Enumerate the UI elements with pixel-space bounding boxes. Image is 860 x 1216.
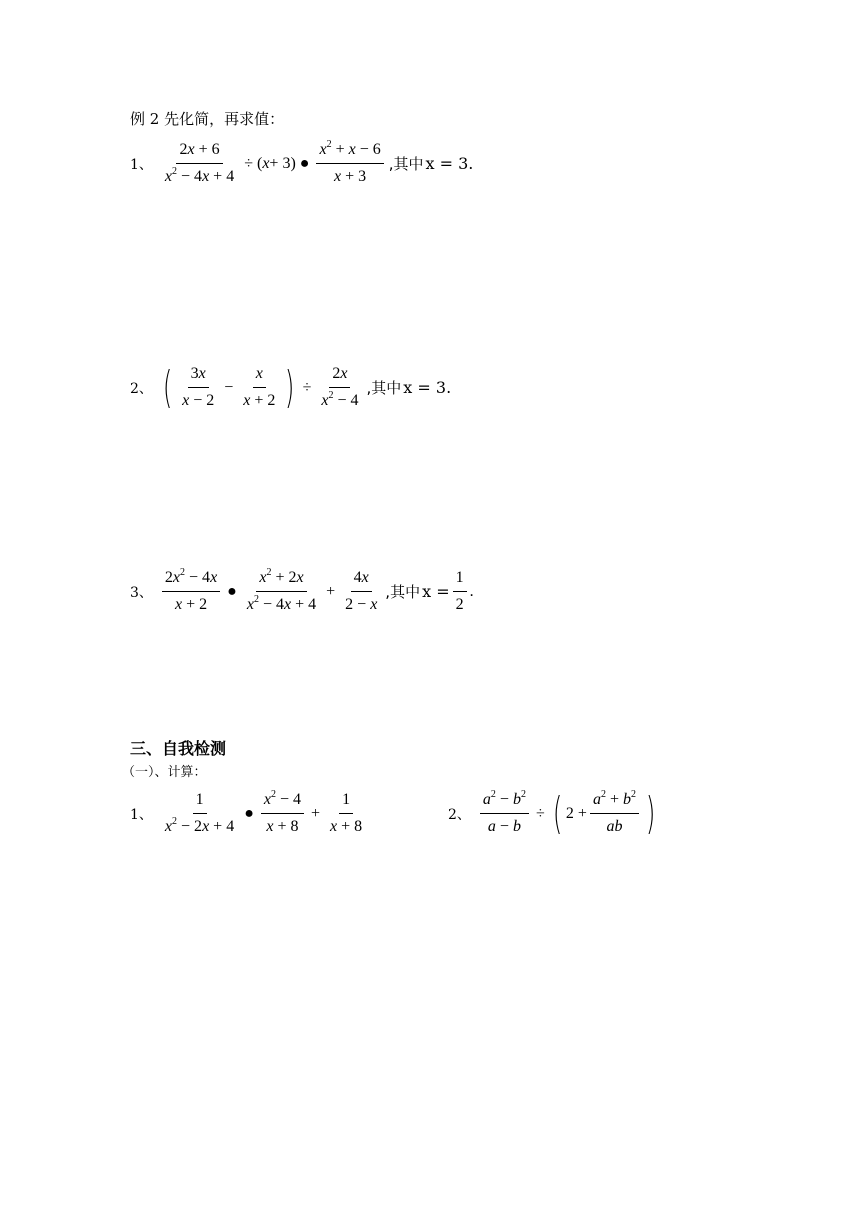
problem-number: 2、 [448, 806, 471, 823]
condition-text: ,其中 [385, 583, 421, 601]
fraction: $\frac{2x + 6}{x^2 - 4x + 4}$ [164, 141, 235, 185]
fraction: $\frac{4x}{2 - x}$ [345, 569, 378, 613]
example-problem-2 [130, 361, 452, 413]
section-title: 三、自我检测 [130, 739, 227, 758]
self-test-1-expression: $\frac{1}{x^2 - 2x + 4}$ ● $\frac{x^2 - 4}{x + 8}$ + $\frac{1}{x + 8}$ [159, 790, 368, 837]
fraction: $\frac{x^2 + 2x}{x^2 - 4x + 4}$ [246, 567, 317, 613]
fraction: $\frac{x^2 + x - 6}{x + 3}$ [316, 140, 383, 187]
self-test-problem-1 [130, 790, 368, 837]
condition-math: x = [422, 582, 450, 601]
fraction: $\frac{a^2 + b^2}{ab}$ [590, 790, 639, 837]
example-problem-3 [130, 568, 474, 615]
subsection-title: （一）、计算： [122, 765, 207, 780]
fraction: $\frac{x}{x + 2}$ [243, 365, 276, 409]
condition-value: $\frac{1}{2}$ . [450, 568, 474, 615]
fraction: $\frac{1}{x^2 - 2x + 4}$ [164, 791, 235, 835]
condition-text: ,其中 [366, 379, 402, 397]
fraction: $\frac{x^2 - 4}{x + 8}$ [261, 790, 304, 837]
self-test-problem-2 [448, 787, 659, 839]
fraction: $\frac{3x}{x - 2}$ [182, 365, 215, 409]
problem-number: 1、 [130, 806, 153, 823]
problem-1-expression: $\frac{2x + 6}{x^2 - 4x + 4}$ ÷ ( x + 3) ● $\frac{x^2 + x - 6}{x + 3}$ [159, 140, 387, 187]
problem-3-expression: $\frac{2x^2 - 4x}{x + 2}$ ● $\frac{x^2 + 2x}{x^2 - 4x + 4}$ + $\frac{4x}{2 - x}$ [159, 568, 383, 615]
example-intro: 例 2 先化简，再求值： [130, 110, 285, 128]
condition-text: ,其中 [388, 155, 424, 173]
fraction: $\frac{2x}{x^2 - 4}$ [321, 365, 359, 409]
problem-number: 2、 [130, 380, 153, 397]
fraction: $\frac{2x^2 - 4x}{x + 2}$ [162, 568, 220, 615]
problem-number: 3、 [130, 584, 153, 601]
problem-number: 1、 [130, 156, 153, 173]
condition-math: x = 3. [425, 154, 474, 173]
fraction: $\frac{1}{x + 8}$ [330, 791, 363, 835]
self-test-2-expression: $\frac{a^2 - b^2}{a - b}$ ÷ ( 2 + $\frac{a^2 + b^2}{ab}$ ) [477, 790, 659, 837]
condition-math: x = 3. [403, 378, 452, 397]
problem-2-expression: ( $\frac{3x}{x - 2}$ − $\frac{x}{x + 2}$ ) ÷ $\frac{2x}{x^2 - 4}$ [159, 364, 365, 411]
fraction: $\frac{a^2 - b^2}{a - b}$ [480, 790, 529, 837]
example-problem-1 [130, 140, 473, 187]
